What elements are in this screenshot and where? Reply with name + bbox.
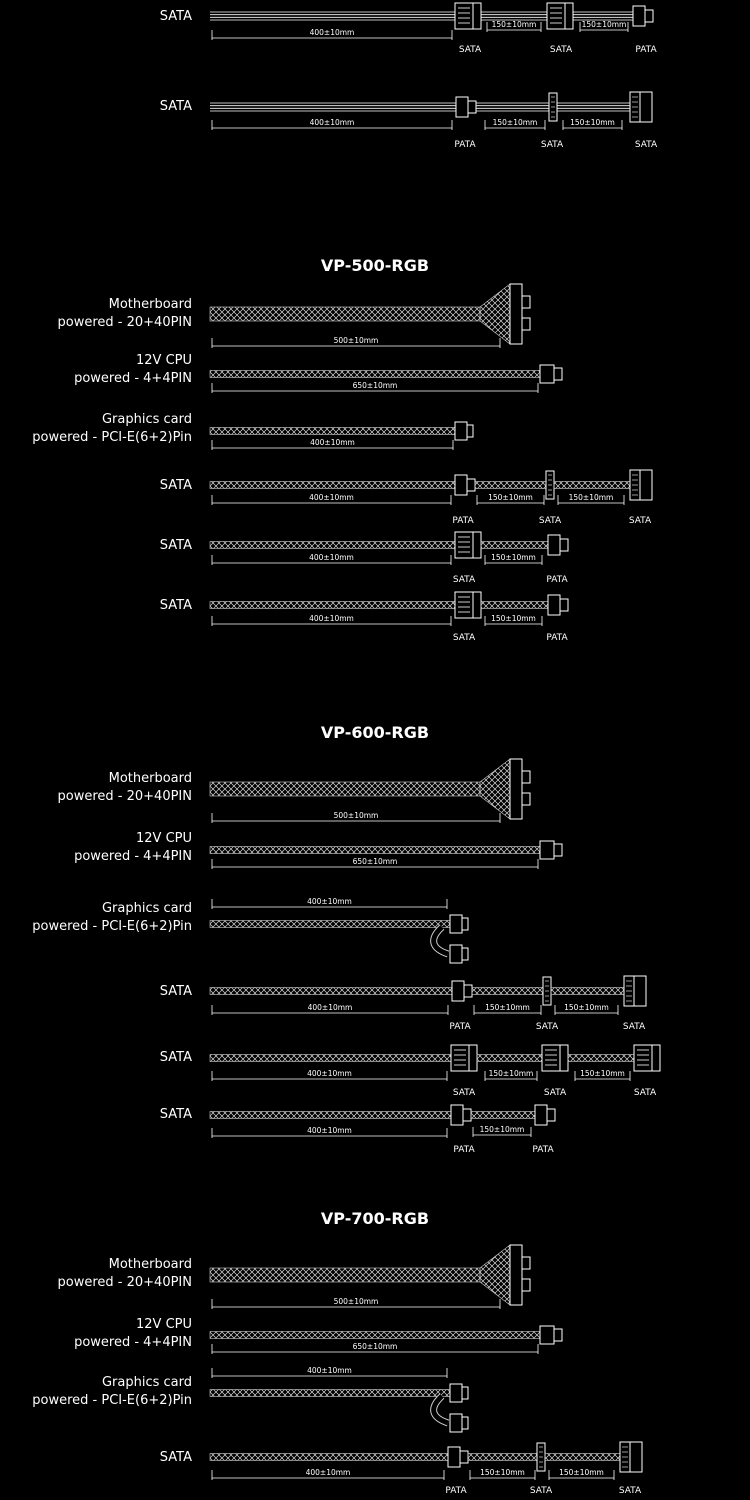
connector-body xyxy=(560,539,568,551)
connector-body xyxy=(473,592,481,618)
cable-label-line: Motherboard xyxy=(108,297,192,312)
connector-body xyxy=(468,101,476,113)
braided-sleeve xyxy=(210,1055,451,1062)
connector-label: SATA xyxy=(458,45,482,55)
dimension xyxy=(474,1003,541,1015)
connector-label: SATA xyxy=(628,516,652,526)
section-title: VP-500-RGB xyxy=(320,256,430,275)
section-title: VP-600-RGB xyxy=(320,723,430,742)
dimension xyxy=(580,20,628,32)
dimension-label: 500±10mm xyxy=(333,336,379,345)
connector-label: SATA xyxy=(549,45,573,55)
sata-connector xyxy=(630,470,652,500)
dimension xyxy=(212,28,452,40)
connector-body xyxy=(455,532,473,558)
connector-label: PATA xyxy=(546,575,568,585)
braided-sleeve xyxy=(481,602,548,609)
dimension-label: 650±10mm xyxy=(352,1342,398,1351)
dimension-label: 650±10mm xyxy=(352,857,398,866)
connector-label: SATA xyxy=(543,1088,567,1098)
connector-latch xyxy=(522,771,530,783)
dimension xyxy=(212,381,538,393)
cable-label-line: powered - PCI-E(6+2)Pin xyxy=(32,919,192,934)
sata-connector xyxy=(451,1045,477,1071)
dimension xyxy=(212,1126,447,1138)
cable-label-line: powered - PCI-E(6+2)Pin xyxy=(32,430,192,445)
cable-label-line: powered - 20+40PIN xyxy=(57,1275,192,1290)
dimension-label: 150±10mm xyxy=(488,1069,534,1078)
dimension xyxy=(485,1069,537,1081)
dimension xyxy=(473,1125,531,1137)
cable-label-line: SATA xyxy=(159,478,192,493)
connector-body xyxy=(633,6,645,26)
sata-connector xyxy=(543,977,551,1005)
dimension-label: 400±10mm xyxy=(307,1366,352,1375)
connector-latch xyxy=(522,318,530,330)
pata-connector xyxy=(448,1447,468,1467)
dimension-label: 400±10mm xyxy=(307,1069,352,1078)
braided-sleeve xyxy=(551,988,624,995)
cable-label-line: SATA xyxy=(159,9,192,24)
dimension-label: 400±10mm xyxy=(310,438,355,447)
dimension-label: 400±10mm xyxy=(307,1126,352,1135)
dimension-label: 150±10mm xyxy=(580,1069,625,1078)
cable-label-line: Motherboard xyxy=(108,1257,192,1272)
dimension xyxy=(485,553,542,565)
pcie-connector xyxy=(450,1384,468,1402)
dimension-label: 150±10mm xyxy=(488,493,533,502)
connector-label: PATA xyxy=(635,45,657,55)
cable-label-line: 12V CPU xyxy=(136,353,192,368)
braided-sleeve xyxy=(210,542,455,549)
connector-body xyxy=(450,945,462,963)
cable-label-line: 12V CPU xyxy=(136,1317,192,1332)
dimension-label: 400±10mm xyxy=(309,493,354,502)
connector-body xyxy=(455,422,467,440)
connector-label: SATA xyxy=(538,516,562,526)
connector-body xyxy=(548,535,560,555)
dimension-label: 150±10mm xyxy=(570,118,615,127)
pata-connector xyxy=(451,1105,471,1125)
cable-label-line: SATA xyxy=(159,598,192,613)
braided-sleeve xyxy=(210,1332,540,1339)
connector-body xyxy=(634,1045,652,1071)
connector-body xyxy=(560,1045,568,1071)
cpu-connector xyxy=(540,1326,562,1344)
cable-label-line: powered - PCI-E(6+2)Pin xyxy=(32,1393,192,1408)
connector-body xyxy=(455,3,473,29)
cable-label-line: SATA xyxy=(159,538,192,553)
braided-sleeve xyxy=(210,1112,451,1119)
connector-body xyxy=(452,981,464,1001)
pata-connector xyxy=(548,595,568,615)
connector-body xyxy=(469,1045,477,1071)
braided-sleeve xyxy=(210,428,455,435)
sata-connector xyxy=(542,1045,568,1071)
cable-fanout xyxy=(480,759,510,819)
cable-label-line: powered - 20+40PIN xyxy=(57,789,192,804)
connector-body xyxy=(473,3,481,29)
dimension-label: 150±10mm xyxy=(491,614,536,623)
dimension xyxy=(485,614,542,626)
connector-body xyxy=(554,368,562,380)
dimension-label: 400±10mm xyxy=(309,614,354,623)
pcie-connector xyxy=(450,945,468,963)
connector-body xyxy=(540,841,554,859)
braided-sleeve xyxy=(210,1454,448,1461)
braided-sleeve xyxy=(210,782,480,796)
dimension-label: 150±10mm xyxy=(491,553,536,562)
dimension xyxy=(212,1468,444,1480)
connector-body xyxy=(467,479,475,491)
pata-connector xyxy=(535,1105,555,1125)
braided-sleeve xyxy=(210,988,452,995)
pata-connector xyxy=(452,981,472,1001)
connector-body xyxy=(463,1109,471,1121)
dimension xyxy=(212,493,451,505)
cable-label-line: SATA xyxy=(159,984,192,999)
connector-body xyxy=(510,759,522,819)
connector-latch xyxy=(522,296,530,308)
pata-connector xyxy=(633,6,653,26)
braided-sleeve xyxy=(210,1268,480,1282)
connector-body xyxy=(547,3,565,29)
pcie-connector xyxy=(455,422,473,440)
pata-connector xyxy=(455,475,475,495)
braided-sleeve xyxy=(475,482,546,489)
dimension xyxy=(212,118,452,130)
dimension-label: 400±10mm xyxy=(307,897,352,906)
connector-body xyxy=(547,1109,555,1121)
connector-body xyxy=(451,1045,469,1071)
connector-body xyxy=(450,1384,462,1402)
dimension xyxy=(555,1003,618,1015)
cable-label-line: Motherboard xyxy=(108,771,192,786)
dimension xyxy=(212,857,538,869)
connector-body xyxy=(462,918,468,930)
connector-body xyxy=(462,948,468,960)
connector-body xyxy=(540,1326,554,1344)
connector-body xyxy=(554,844,562,856)
connector-body xyxy=(473,532,481,558)
pcie-connector xyxy=(450,1414,468,1432)
connector-body xyxy=(634,976,646,1006)
cable-label-line: SATA xyxy=(159,99,192,114)
cable-label-line: powered - 4+4PIN xyxy=(74,849,192,864)
braided-sleeve xyxy=(568,1055,634,1062)
cable-label-line: powered - 4+4PIN xyxy=(74,371,192,386)
connector-body xyxy=(640,92,652,122)
connector-label: SATA xyxy=(529,1486,553,1496)
connector-body xyxy=(510,284,522,344)
cable-label-line: SATA xyxy=(159,1107,192,1122)
dimension-label: 150±10mm xyxy=(485,1003,530,1012)
connector-label: PATA xyxy=(453,1145,475,1155)
connector-body xyxy=(450,915,462,933)
connector-body xyxy=(652,1045,660,1071)
braided-sleeve xyxy=(210,1390,450,1397)
cable-fanout xyxy=(480,1245,510,1305)
dimension xyxy=(212,438,453,450)
braided-sleeve xyxy=(468,1454,537,1461)
connector-body xyxy=(464,985,472,997)
sata-connector xyxy=(455,3,481,29)
cable-label-line: powered - 4+4PIN xyxy=(74,1335,192,1350)
braided-sleeve xyxy=(210,307,480,321)
connector-body xyxy=(535,1105,547,1125)
connector-label: SATA xyxy=(452,575,476,585)
section-title: VP-700-RGB xyxy=(320,1209,430,1228)
dimension xyxy=(212,1069,447,1081)
dimension xyxy=(485,118,545,130)
cable-label-line: Graphics card xyxy=(101,1375,192,1390)
braided-sleeve xyxy=(472,988,543,995)
connector-body xyxy=(450,1414,462,1432)
sata-connector xyxy=(537,1443,545,1471)
dimension-label: 150±10mm xyxy=(581,20,627,29)
braided-sleeve xyxy=(477,1055,542,1062)
connector-body xyxy=(448,1447,460,1467)
connector-body xyxy=(565,3,573,29)
dimension-label: 400±10mm xyxy=(305,1468,351,1477)
braided-sleeve xyxy=(545,1454,620,1461)
dimension xyxy=(212,897,447,909)
pata-connector xyxy=(456,97,476,117)
connector-body xyxy=(462,1417,468,1429)
cpu-connector xyxy=(540,365,562,383)
connector-label: PATA xyxy=(532,1145,554,1155)
dimension-label: 400±10mm xyxy=(309,553,354,562)
connector-latch xyxy=(522,1257,530,1269)
cable-fanout xyxy=(480,284,510,344)
dimension-label: 500±10mm xyxy=(333,811,379,820)
dimension xyxy=(549,1468,614,1480)
connector-body xyxy=(510,1245,522,1305)
braided-sleeve xyxy=(210,371,540,378)
pata-connector xyxy=(548,535,568,555)
dimension xyxy=(575,1069,630,1081)
dimension xyxy=(212,1366,447,1378)
sata-connector xyxy=(624,976,646,1006)
dimension xyxy=(212,1003,448,1015)
connector-label: PATA xyxy=(546,633,568,643)
connector-label: SATA xyxy=(618,1486,642,1496)
atx-connector xyxy=(480,759,530,819)
connector-body xyxy=(540,365,554,383)
dimension-label: 150±10mm xyxy=(492,118,538,127)
pcie-connector xyxy=(450,915,468,933)
connector-body xyxy=(456,97,468,117)
connector-label: PATA xyxy=(445,1486,467,1496)
connector-body xyxy=(462,1387,468,1399)
atx-connector xyxy=(480,284,530,344)
connector-body xyxy=(455,475,467,495)
connector-body xyxy=(451,1105,463,1125)
dimension xyxy=(470,1468,535,1480)
atx-connector xyxy=(480,1245,530,1305)
cable-label-line: SATA xyxy=(159,1450,192,1465)
connector-label: SATA xyxy=(452,1088,476,1098)
sata-connector xyxy=(620,1442,642,1472)
dimension xyxy=(212,614,451,626)
connector-body xyxy=(640,470,652,500)
connector-latch xyxy=(522,1279,530,1291)
sata-connector xyxy=(546,471,554,499)
braided-sleeve xyxy=(210,921,450,928)
dimension-label: 150±10mm xyxy=(564,1003,609,1012)
cable-label-line: 12V CPU xyxy=(136,831,192,846)
connector-label: PATA xyxy=(452,516,474,526)
connector-label: SATA xyxy=(622,1022,646,1032)
dimension xyxy=(563,118,622,130)
connector-label: PATA xyxy=(454,140,476,150)
dimension xyxy=(212,1297,500,1309)
sata-connector xyxy=(455,532,481,558)
dimension xyxy=(558,493,624,505)
braided-sleeve xyxy=(210,482,455,489)
sata-connector xyxy=(547,3,573,29)
dimension-label: 400±10mm xyxy=(309,28,355,37)
braided-sleeve xyxy=(554,482,630,489)
cable-label-line: powered - 20+40PIN xyxy=(57,315,192,330)
dimension xyxy=(212,553,451,565)
dimension xyxy=(477,493,544,505)
cable-label-line: SATA xyxy=(159,1050,192,1065)
dimension-label: 400±10mm xyxy=(309,118,355,127)
connector-label: SATA xyxy=(535,1022,559,1032)
connector-label: SATA xyxy=(452,633,476,643)
sata-connector xyxy=(630,92,652,122)
sata-connector xyxy=(634,1045,660,1071)
dimension xyxy=(487,20,541,32)
braided-sleeve xyxy=(481,542,548,549)
connector-label: SATA xyxy=(634,140,658,150)
braided-sleeve xyxy=(210,847,540,854)
dimension xyxy=(212,811,500,823)
dimension-label: 400±10mm xyxy=(307,1003,353,1012)
connector-body xyxy=(455,592,473,618)
dimension-label: 150±10mm xyxy=(568,493,614,502)
connector-latch xyxy=(522,793,530,805)
connector-body xyxy=(645,10,653,22)
connector-body xyxy=(467,425,473,437)
sata-connector xyxy=(549,93,557,121)
dimension-label: 150±10mm xyxy=(480,1468,525,1477)
connector-body xyxy=(630,1442,642,1472)
sata-connector xyxy=(455,592,481,618)
dimension-label: 650±10mm xyxy=(352,381,398,390)
connector-body xyxy=(460,1451,468,1463)
connector-label: PATA xyxy=(449,1022,471,1032)
dimension-label: 150±10mm xyxy=(559,1468,604,1477)
connector-body xyxy=(554,1329,562,1341)
connector-body xyxy=(560,599,568,611)
cable-label-line: Graphics card xyxy=(101,901,192,916)
connector-label: SATA xyxy=(633,1088,657,1098)
braided-sleeve xyxy=(210,602,455,609)
dimension-label: 150±10mm xyxy=(479,1125,525,1134)
dimension-label: 150±10mm xyxy=(491,20,537,29)
dimension xyxy=(212,336,500,348)
dimension-label: 500±10mm xyxy=(333,1297,379,1306)
connector-label: SATA xyxy=(540,140,564,150)
dimension xyxy=(212,1342,538,1354)
connector-body xyxy=(542,1045,560,1071)
braided-sleeve xyxy=(471,1112,535,1119)
connector-body xyxy=(548,595,560,615)
cable-label-line: Graphics card xyxy=(101,412,192,427)
cpu-connector xyxy=(540,841,562,859)
